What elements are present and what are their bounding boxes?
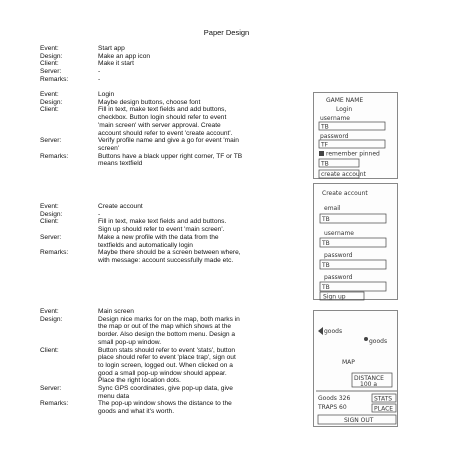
remarks-row [40,76,310,84]
password-label: password [320,133,349,140]
event-row [40,91,310,99]
section-main-screen [40,308,310,416]
username-label: username [324,230,354,237]
server-row [40,234,310,249]
login-sketch-drawing [314,93,399,180]
server-row [40,68,310,76]
row-value: Buttons have a black upper right corner, TF or TB means textfield [98,152,243,168]
row-label: Server: [40,385,62,393]
design-row [40,316,310,347]
row-value: Fill in text, make text fields and add buttons. Sign up should refer to event 'main screen'. [98,218,227,234]
row-value: Make an app icon [98,52,151,60]
tb-label-4: TB [322,284,330,291]
row-label: Server: [40,137,62,145]
client-row [40,347,310,386]
tb-label: TB [321,123,329,131]
create-heading: Create account [322,190,368,197]
row-value: Create account [98,203,143,210]
row-label: Server: [40,233,62,241]
design-row [40,53,310,61]
event-row [40,203,310,211]
username-field [320,238,386,247]
tb-label-2: TB [322,240,330,247]
row-label: Remarks: [40,152,69,160]
remarks-row [40,153,310,168]
row-label: Server: [40,68,62,76]
password-label: password [324,252,353,259]
arrow-left-icon [318,327,323,335]
client-row [40,60,310,68]
signup-label: Sign up [323,293,346,301]
row-label: Event: [40,91,59,98]
row-value: Make a new profile with the data from the textfields and automatically login [98,233,219,249]
tb-label-3: TB [322,262,330,269]
goods-right-label: goods [369,338,388,345]
row-value: Start app [98,45,125,52]
row-value: - [98,210,101,218]
popup-distance: DISTANCE [354,375,384,382]
event-row [40,45,310,53]
main-screen-sketch [313,310,398,427]
stat-goods: Goods 326 [318,395,351,402]
popup-value: 100 a [360,381,378,388]
create-sketch-drawing [314,184,399,301]
row-value: Sync GPS coordinates, give pop-up data, give menu data [98,385,233,400]
remarks-row [40,249,310,264]
row-value: Maybe there should be a screen between where, with message: account successfully made etc. [98,249,241,264]
row-value: Fill in text, make text fields and add buttons, checkbox. Button login should refer to event 'main screen' with server approval. Create account should refer to event 'create account'. [98,106,233,137]
checkbox-icon [319,151,324,156]
remarks-row [40,400,310,415]
username-label: username [320,115,350,122]
row-label: Event: [40,203,59,210]
row-label: Client: [40,218,59,226]
row-label: Event: [40,308,59,315]
design-row [40,99,310,107]
signout-label: SIGN OUT [344,417,374,424]
row-label: Remarks: [40,400,69,408]
login-heading: Login [336,106,353,113]
remember-label: remember pinned [326,150,380,158]
row-label: Client: [40,346,59,354]
password-field [320,260,386,269]
main-sketch-drawing [314,311,399,428]
password-confirm-label: password [324,274,353,281]
tb-label: TB [322,216,330,223]
row-label: Design: [40,315,63,323]
design-row [40,211,310,219]
server-row [40,385,310,400]
row-label: Remarks: [40,75,69,83]
create-account-sketch [313,183,398,300]
row-label: Client: [40,106,59,114]
section-create-account [40,203,310,265]
row-label: Design: [40,52,63,60]
username-field [319,122,385,130]
row-value: Button stats should refer to event 'stats', button place should refer to event 'place trap', sign out to login screen, logged out. When clicked on a good a small pop-up window should appear. Place the right location dots. [98,346,236,385]
tb-label-2: TB [321,160,329,168]
client-row [40,218,310,233]
row-value: Verify profile name and give a go for event 'main screen' [98,137,239,152]
section-login [40,91,310,168]
client-row [40,106,310,137]
page-title: Paper Design [203,28,250,37]
row-value: Make it start [98,60,134,68]
create-account-label: create account [321,171,366,178]
row-value: Design nice marks for on the map, both marks in the map or out of the map which shows at the border. Also design the bottom menu. Design a small pop-up window. [98,315,240,346]
login-sketch [313,92,398,179]
row-label: Design: [40,98,63,106]
row-value: Maybe design buttons, choose font [98,98,201,106]
stats-label: STATS [374,395,393,403]
server-row [40,137,310,152]
place-label: PLACE [374,405,394,413]
location-dot-icon [364,337,368,341]
row-label: Client: [40,60,59,68]
tf-label: TF [321,141,329,149]
email-field [320,214,386,223]
row-value: - [98,68,101,76]
row-label: Event: [40,45,59,52]
row-label: Design: [40,210,63,218]
map-label: MAP [342,359,355,366]
row-value: - [98,75,101,83]
goods-left-label: goods [324,328,343,335]
row-value: The pop-up window shows the distance to the goods and what it's worth. [98,400,232,416]
password-field [319,140,385,148]
password-confirm-field [320,282,386,291]
row-value: Login [98,91,115,98]
event-row [40,308,310,316]
stat-traps: TRAPS 60 [318,404,347,411]
row-value: Main screen [98,308,134,315]
row-label: Remarks: [40,249,69,257]
section-start-app [40,45,310,84]
email-label: email [324,205,341,212]
game-name-text: GAME NAME [326,97,364,104]
